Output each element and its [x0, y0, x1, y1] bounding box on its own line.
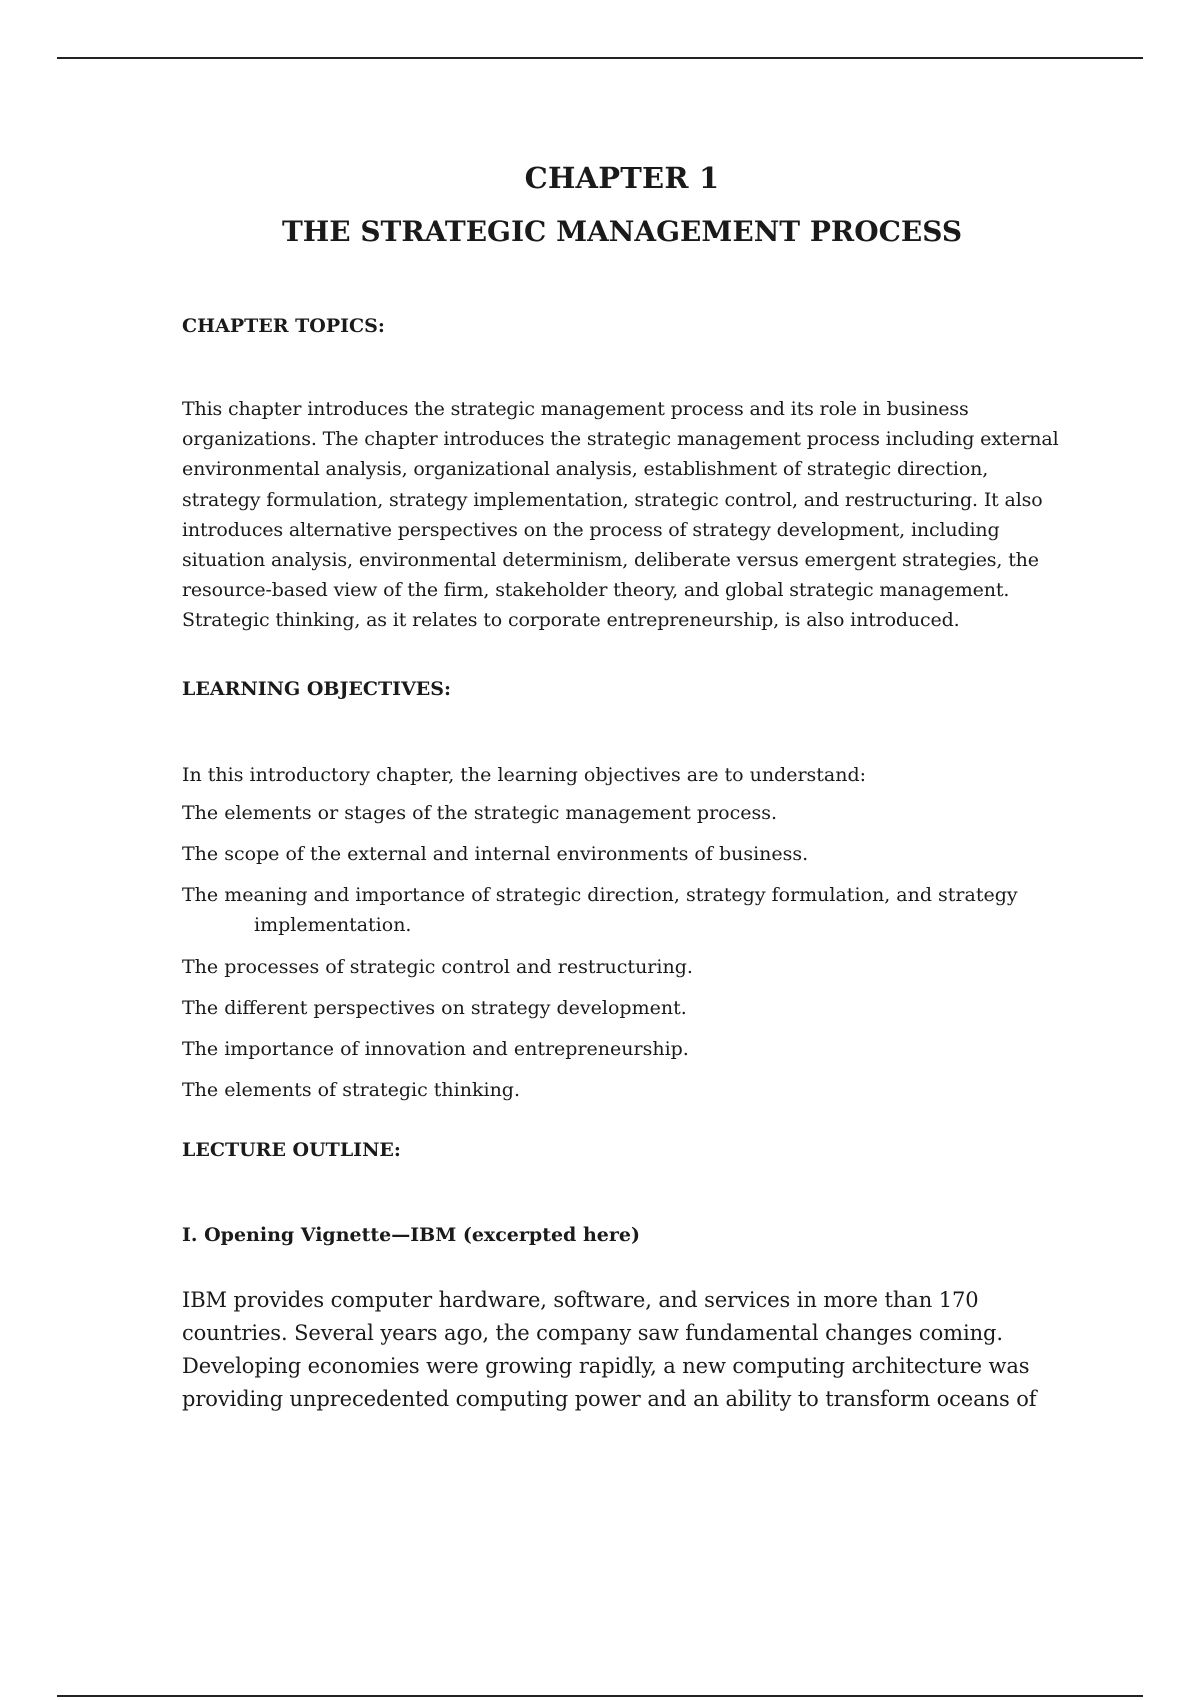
list-item: The different perspectives on strategy development.: [182, 996, 687, 1019]
list-item: The elements of strategic thinking.: [182, 1079, 521, 1102]
chapter-title: THE STRATEGIC MANAGEMENT PROCESS: [281, 215, 963, 248]
list-item: The elements or stages of the strategic management process.: [182, 801, 778, 824]
chapter-topics-heading: CHAPTER TOPICS:: [182, 315, 385, 337]
list-item: The importance of innovation and entrepreneurship.: [182, 1038, 689, 1061]
list-item: The meaning and importance of strategic direction, strategy formulation, and strategy implementation.: [182, 884, 1018, 937]
objectives-intro: In this introductory chapter, the learning objectives are to understand:: [182, 763, 867, 786]
objectives-list: [182, 798, 1062, 1106]
bottom-rule: [57, 1695, 1143, 1697]
page-content: [182, 155, 1062, 1416]
vignette-heading: I. Opening Vignette—IBM (excerpted here): [182, 1224, 640, 1247]
top-rule: [57, 57, 1143, 59]
chapter-topics-paragraph: This chapter introduces the strategic management process and its role in business organizations. The chapter introduces the strategic management process including external environmental analysis, organizational analysis, establishment of strategic direction, strategy formulation, strategy implementation, strategic control, and restructuring. It also introduces alternative perspectives on the process of strategy development, including situation analysis, environmental determinism, deliberate versus emergent strategies, the resource-based view of the firm, stakeholder theory, and global strategic management. Strategic thinking, as it relates to corporate entrepreneurship, is also introduced.: [182, 398, 1059, 632]
learning-objectives-heading: LEARNING OBJECTIVES:: [182, 677, 452, 700]
vignette-paragraph: IBM provides computer hardware, software, and services in more than 170 countries. Several years ago, the company saw fundamental changes coming. Developing economies were growing rapidly, a new computing architecture was providing unprecedented computing power and an ability to transform oceans of: [182, 1288, 1037, 1412]
list-item: The processes of strategic control and restructuring.: [182, 955, 693, 978]
list-item: The scope of the external and internal environments of business.: [182, 843, 809, 866]
lecture-outline-heading: LECTURE OUTLINE:: [182, 1139, 401, 1162]
chapter-number: CHAPTER 1: [524, 161, 720, 195]
